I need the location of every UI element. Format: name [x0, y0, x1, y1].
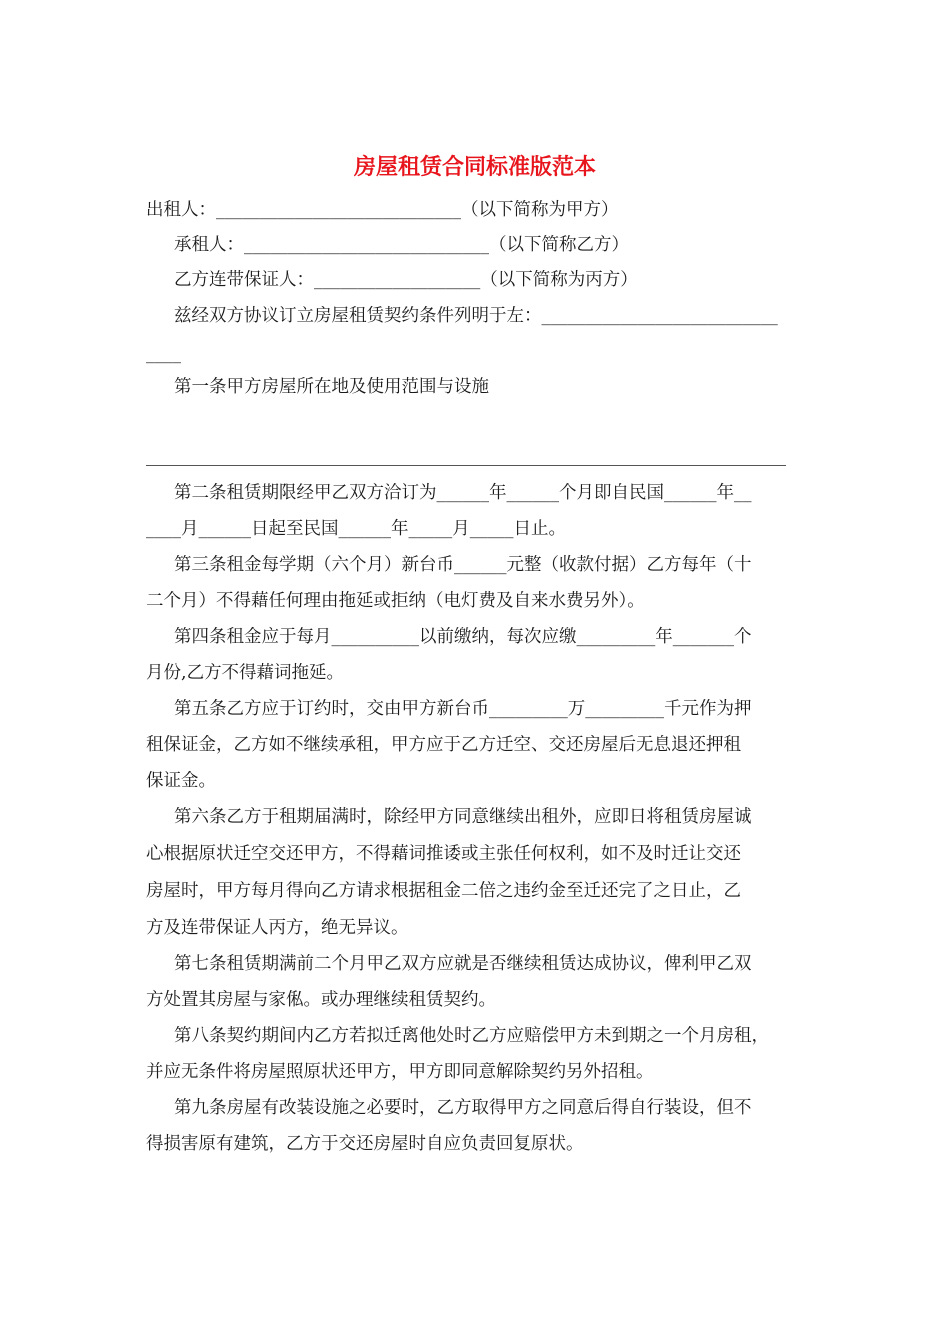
document-title: 房屋租赁合同标准版范本: [353, 154, 596, 180]
article-9-line-2: 得损害原有建筑，乙方于交还房屋时自应负责回复原状。: [146, 1134, 584, 1154]
lessor-line: 出租人：____________________________（以下简称为甲方）: [146, 200, 619, 220]
article-7-line-1: 第七条租赁期满前二个月甲乙双方应就是否继续租赁达成协议，俾利甲乙双: [174, 954, 752, 974]
article-9-line-1: 第九条房屋有改装设施之必要时，乙方取得甲方之同意后得自行装设，但不: [174, 1098, 752, 1118]
article-7-line-2: 方处置其房屋与家俬。或办理继续租赁契约。: [146, 990, 496, 1010]
guarantor-line: 乙方连带保证人：___________________（以下简称为丙方）: [174, 270, 638, 290]
preamble-line: 兹经双方协议订立房屋租赁契约条件列明于左：___________________________: [174, 306, 778, 326]
article-6-line-3: 房屋时，甲方每月得向乙方请求根据租金二倍之违约金至迁还完了之日止，乙: [146, 881, 741, 901]
article-5-line-2: 租保证金，乙方如不继续承租，甲方应于乙方迁空、交还房屋后无息退还押租: [146, 735, 741, 755]
article-4-line-1: 第四条租金应于每月__________以前缴纳，每次应缴_________年_______个: [174, 627, 752, 647]
article-4-line-2: 月份,乙方不得藉词拖延。: [146, 663, 345, 683]
article-1-blank-rule: [146, 465, 786, 466]
article-1-heading: 第一条甲方房屋所在地及使用范围与设施: [174, 377, 489, 397]
lessee-line: 承租人：____________________________（以下简称乙方）: [174, 235, 629, 255]
article-5-line-1: 第五条乙方应于订约时，交由甲方新台币_________万_________千元作为押: [174, 699, 752, 719]
article-2-line-2: ____月______日起至民国______年_____月_____日止。: [146, 519, 566, 539]
article-2-line-1: 第二条租赁期限经甲乙双方洽订为______年______个月即自民国______年__: [174, 483, 752, 503]
article-6-line-1: 第六条乙方于租期届满时，除经甲方同意继续出租外，应即日将租赁房屋诚: [174, 807, 752, 827]
article-5-line-3: 保证金。: [146, 771, 216, 791]
article-6-line-4: 方及连带保证人丙方，绝无异议。: [146, 918, 409, 938]
article-8-line-1: 第八条契约期间内乙方若拟迁离他处时乙方应赔偿甲方未到期之一个月房租，: [174, 1026, 769, 1046]
article-6-line-2: 心根据原状迁空交还甲方，不得藉词推诿或主张任何权利，如不及时迁让交还: [146, 844, 741, 864]
preamble-continuation: ____: [146, 344, 181, 364]
article-3-line-2: 二个月）不得藉任何理由拖延或拒纳（电灯费及自来水费另外）。: [146, 591, 645, 611]
article-8-line-2: 并应无条件将房屋照原状还甲方，甲方即同意解除契约另外招租。: [146, 1062, 654, 1082]
article-3-line-1: 第三条租金每学期（六个月）新台币______元整（收款付据）乙方每年（十: [174, 555, 752, 575]
